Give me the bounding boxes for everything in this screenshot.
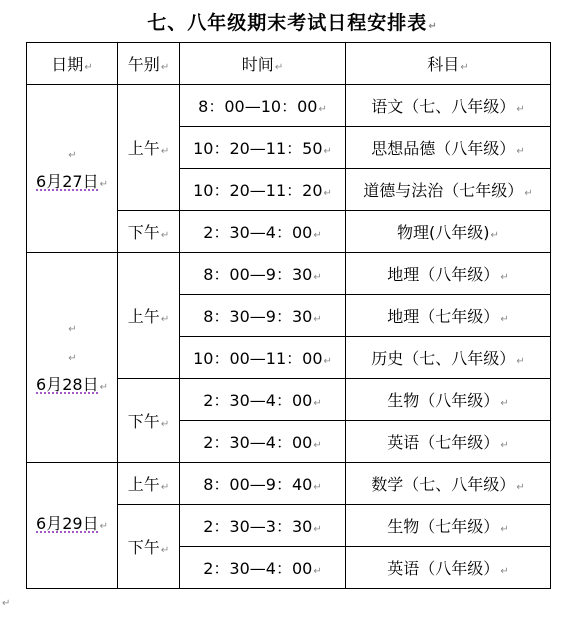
time-cell: 8：00—9：30↵ (180, 253, 346, 295)
subject-cell: 数学（七、八年级）↵ (346, 463, 551, 505)
date-cell-0628: ↵ ↵ 6月28日↵ (27, 253, 118, 463)
header-date: 日期↵ (27, 43, 118, 85)
date-cell-0627: ↵ 6月27日↵ (27, 85, 118, 253)
time-cell: 8：00—10：00↵ (180, 85, 346, 127)
time-cell: 2：30—3：30↵ (180, 505, 346, 547)
time-cell: 8：00—9：40↵ (180, 463, 346, 505)
subject-cell: 道德与法治（七年级）↵ (346, 169, 551, 211)
header-row (27, 43, 551, 85)
paragraph-mark: ↵ (2, 598, 11, 609)
period-cell: 上午↵ (118, 253, 180, 379)
table-row (27, 463, 551, 505)
date-cell-0629: 6月29日↵ (27, 463, 118, 589)
time-cell: 2：30—4：00↵ (180, 211, 346, 253)
subject-cell: 生物（八年级）↵ (346, 379, 551, 421)
table-row (27, 85, 551, 127)
header-subject: 科目↵ (346, 43, 551, 85)
header-period: 午别↵ (118, 43, 180, 85)
subject-cell: 地理（八年级）↵ (346, 253, 551, 295)
subject-cell: 生物（七年级）↵ (346, 505, 551, 547)
time-cell: 10：00—11：00↵ (180, 337, 346, 379)
subject-cell: 英语（八年级）↵ (346, 547, 551, 589)
table-row (27, 253, 551, 295)
subject-cell: 物理(八年级)↵ (346, 211, 551, 253)
subject-cell: 语文（七、八年级）↵ (346, 85, 551, 127)
time-cell: 10：20—11：20↵ (180, 169, 346, 211)
exam-schedule-table (26, 42, 551, 589)
time-cell: 10：20—11：50↵ (180, 127, 346, 169)
period-cell: 上午↵ (118, 85, 180, 211)
subject-cell: 英语（七年级）↵ (346, 421, 551, 463)
subject-cell: 历史（七、八年级）↵ (346, 337, 551, 379)
period-cell: 下午↵ (118, 379, 180, 463)
header-time: 时间↵ (180, 43, 346, 85)
subject-cell: 地理（七年级）↵ (346, 295, 551, 337)
period-cell: 下午↵ (118, 505, 180, 589)
period-cell: 上午↵ (118, 463, 180, 505)
time-cell: 2：30—4：00↵ (180, 421, 346, 463)
period-cell: 下午↵ (118, 211, 180, 253)
time-cell: 2：30—4：00↵ (180, 547, 346, 589)
time-cell: 2：30—4：00↵ (180, 379, 346, 421)
subject-cell: 思想品德（八年级）↵ (346, 127, 551, 169)
time-cell: 8：30—9：30↵ (180, 295, 346, 337)
page-title: 七、八年级期末考试日程安排表↵ (147, 12, 438, 34)
